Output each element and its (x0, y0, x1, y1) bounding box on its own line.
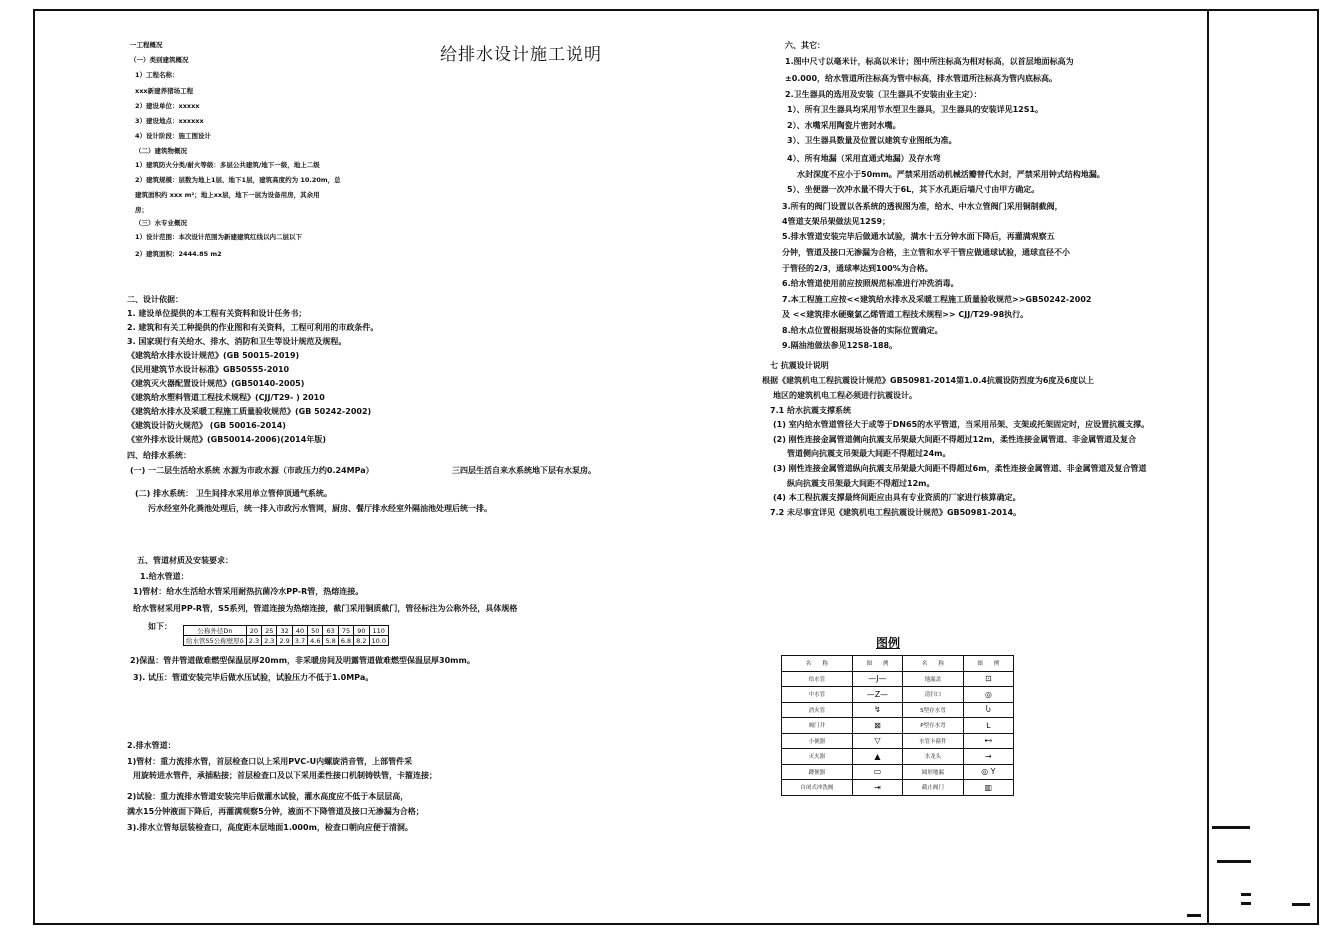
text-line: 房； (135, 206, 148, 214)
text-line: 给水管材采用PP-R管，S5系列，管道连接为热熔连接，截门采用铜质截门，管径标注为公称外径，具体规格 (133, 604, 518, 613)
legend-name: 圆形地漏 (903, 764, 964, 780)
text-line: 三四层生活自来水系统地下层有水泵房。 (452, 466, 596, 475)
text-line: 《建筑给水排水及采暖工程施工质量验收规范》(GB 50242-2002) (127, 407, 372, 416)
table-cell: 2.3 (246, 636, 261, 646)
text-line: 五、管道材质及安装要求： (137, 556, 233, 565)
table-cell: 25 (262, 626, 277, 636)
text-line: xxx新建养猪场工程 (135, 87, 194, 95)
table-cell: 10.0 (369, 636, 388, 646)
table-cell: 75 (338, 626, 353, 636)
table-row (782, 718, 1014, 734)
text-line: 水封深度不应小于50mm。严禁采用活动机械活瓣替代水封，严禁采用钟式结构地漏。 (797, 170, 1105, 179)
text-line: 1. 建设单位提供的本工程有关资料和设计任务书； (127, 309, 307, 318)
table-cell: 20 (246, 626, 261, 636)
legend-symbol: ⊷ (963, 733, 1013, 749)
text-line: （一）类别建筑概况 (130, 56, 189, 64)
text-line: 如下： (148, 622, 172, 631)
legend-name: S型存水弯 (903, 702, 964, 718)
text-line: 6.给水管道使用前应按照规范标准进行冲洗消毒。 (782, 279, 959, 288)
pipe-spec-table (183, 625, 389, 646)
legend-name: 灭火器 (782, 749, 853, 765)
text-line: 四、给排水系统： (127, 451, 191, 460)
text-line: （二）建筑物概况 (135, 147, 187, 155)
text-line: 3. 国家现行有关给水、排水、消防和卫生等设计规范及规程。 (127, 337, 347, 346)
text-line: 3）建设地点：xxxxxx (135, 117, 204, 125)
legend-symbol: —Z— (852, 687, 902, 703)
text-line: 《建筑灭火器配置设计规范》(GB50140-2005) (127, 379, 305, 388)
text-line: 1）设计范围：本次设计范围为新建建筑红线以内二层以下 (135, 233, 303, 241)
table-row (782, 749, 1014, 765)
page-title: 给排水设计施工说明 (440, 45, 602, 65)
text-line: 7.1 给水抗震支撑系统 (770, 406, 851, 415)
legend-symbol: —J— (852, 671, 902, 687)
legend-symbol: ◎ (963, 687, 1013, 703)
text-line: 污水经室外化粪池处理后，统一排入市政污水管网，厨房、餐厅排水经室外隔油池处理后统一排。 (148, 504, 492, 513)
table-row (782, 764, 1014, 780)
title-block-mark (1217, 860, 1251, 863)
text-line: 7.2 未尽事宜详见《建筑机电工程抗震设计规范》GB50981-2014。 (770, 508, 1022, 517)
legend-symbol: Ⴑ (963, 702, 1013, 718)
table-cell: 4.6 (308, 636, 323, 646)
legend-name: 水管卡箍件 (903, 733, 964, 749)
text-line: 2.卫生器具的选用及安装（卫生器具不安装由业主定）： (785, 90, 982, 99)
legend-symbol: ᒪ (963, 718, 1013, 734)
table-cell: 40 (292, 626, 307, 636)
legend-symbol: ⊠ (852, 718, 902, 734)
text-line: 及 <<建筑排水硬聚氯乙烯管道工程技术规程>> CJJ/T29-98执行。 (782, 310, 1029, 319)
legend-symbol: ▽ (852, 733, 902, 749)
table-row (184, 626, 389, 636)
legend-name: P型存水弯 (903, 718, 964, 734)
text-line: (2) 刚性连接金属管道侧向抗震支吊架最大间距不得超过12m，柔性连接金属管道、非金属管道及复合 (773, 435, 1137, 444)
text-line: 满水15分钟液面下降后，再灌满观察5分钟，液面不下降管道及接口无渗漏为合格； (127, 807, 424, 816)
text-line: 1)管材：给水生活给水管采用耐热抗菌冷水PP-R管，热熔连接。 (133, 587, 364, 596)
text-line: 2）建筑规模：层数为地上1层、地下1层，建筑高度约为 10.20m，总 (135, 176, 341, 184)
legend-symbol: ⊡ (963, 671, 1013, 687)
text-line: 4管道支架吊架做法见12S9； (782, 217, 891, 226)
table-header-cell: 名 称 (903, 656, 964, 672)
legend-name: 中水管 (782, 687, 853, 703)
text-line: 地区的建筑机电工程必须进行抗震设计。 (773, 391, 917, 400)
table-header-cell: 图 例 (963, 656, 1013, 672)
legend-name: 自闭式冲洗阀 (782, 780, 853, 796)
table-row (782, 733, 1014, 749)
title-block-mark (1187, 914, 1201, 917)
text-line: 2.排水管道： (127, 741, 176, 750)
title-block-mark (1212, 826, 1250, 829)
table-cell: 32 (277, 626, 292, 636)
table-cell: 公称外径Dn (184, 626, 247, 636)
text-line: 于管径的2/3，通球率达到100%为合格。 (782, 264, 933, 273)
text-line: (1) 室内给水管道管径大于或等于DN65的水平管道，当采用吊架、支架或托架固定时，应设置抗震支撑。 (773, 420, 1150, 429)
text-line: 建筑面积约 xxx m²；地上xx层，地下一层为设备用房，其余用 (135, 191, 320, 199)
legend-symbol: ▭ (852, 764, 902, 780)
text-line: 3）、卫生器具数量及位置以建筑专业图纸为准。 (787, 136, 957, 145)
table-cell: 2.3 (262, 636, 277, 646)
table-cell: 110 (369, 626, 388, 636)
text-line: 1.给水管道： (140, 572, 189, 581)
text-line: 2）建筑面积：2444.85 m2 (135, 250, 222, 258)
legend-name: 给水管 (782, 671, 853, 687)
text-line: 七 抗震设计说明 (770, 361, 829, 370)
table-cell: 50 (308, 626, 323, 636)
table-header-cell: 图 例 (852, 656, 902, 672)
text-line: 一工程概况 (130, 41, 163, 49)
text-line: (一) 一二层生活给水系统 水源为市政水源（市政压力约0.24MPa） (130, 466, 374, 475)
text-line: （三）水专业概况 (135, 219, 187, 227)
legend-name: 阀门井 (782, 718, 853, 734)
text-line: 分钟，管道及接口无渗漏为合格，主立管和水平干管应做通球试验，通球直径不小 (782, 248, 1070, 257)
title-block-mark (1241, 902, 1251, 905)
legend-symbol: ▥ (963, 780, 1013, 796)
text-line: (二) 排水系统： 卫生间排水采用单立管伸顶通气系统。 (135, 489, 332, 498)
text-line: 4）设计阶段：施工图设计 (135, 132, 212, 140)
text-line: 2)试验：重力流排水管道安装完毕后做灌水试验，灌水高度应不低于本层层高， (127, 792, 409, 801)
table-row (782, 671, 1014, 687)
text-line: 《建筑给水塑料管道工程技术规程》(CJJ/T29- ) 2010 (127, 393, 325, 402)
text-line: 1.图中尺寸以毫米计，标高以米计；图中所注标高为相对标高，以首层地面标高为 (785, 57, 1074, 66)
text-line: 9.隔油池做法参见12S8-188。 (782, 341, 898, 350)
table-header-row (782, 656, 1014, 672)
title-block-mark (1292, 903, 1310, 906)
text-line: 《建筑设计防火规范》 (GB 50016-2014) (127, 421, 286, 430)
table-row (184, 636, 389, 646)
table-cell: 给水管S5公称壁厚δ (184, 636, 247, 646)
table-cell: 90 (354, 626, 369, 636)
text-line: 二、设计依据： (127, 295, 183, 304)
legend-symbol: ◎ Y (963, 764, 1013, 780)
text-line: 1)管材：重力流排水管，首层检查口以上采用PVC-U内螺旋消音管，上部管件采 (127, 757, 413, 766)
text-line: 《建筑给水排水设计规范》(GB 50015-2019) (127, 351, 300, 360)
text-line: 2)保温：管井管道做难燃型保温层厚20mm，非采暖房间及明露管道做难燃型保温层厚30mm。 (130, 656, 475, 665)
table-row (782, 780, 1014, 796)
table-cell: 5.8 (323, 636, 338, 646)
text-line: 管道侧向抗震支吊架最大间距不得超过24m。 (787, 449, 951, 458)
legend-name: 清扫口 (903, 687, 964, 703)
table-cell: 63 (323, 626, 338, 636)
text-line: 六、其它： (785, 41, 825, 50)
legend-symbol: ▲ (852, 749, 902, 765)
table-cell: 3.7 (292, 636, 307, 646)
text-line: 2）、水嘴采用陶瓷片密封水嘴。 (787, 121, 901, 130)
text-line: 7.本工程施工应按<<建筑给水排水及采暖工程施工质量验收规范>>GB50242-2002 (782, 295, 1092, 304)
text-line: 用旋转进水管件，承插粘接；首层检查口及以下采用柔性接口机制铸铁管，卡箍连接； (133, 771, 437, 780)
text-line: 《室外排水设计规范》(GB50014-2006)(2014年版) (127, 435, 326, 444)
legend-symbol: ⇥ (852, 780, 902, 796)
table-header-cell: 名 称 (782, 656, 853, 672)
text-line: 3).排水立管每层装检查口，高度距本层地面1.000m，检查口朝向应便于清洞。 (127, 823, 413, 832)
table-cell: 8.2 (354, 636, 369, 646)
table-cell: 2.9 (277, 636, 292, 646)
text-line: 根据《建筑机电工程抗震设计规范》GB50981-2014第1.0.4抗震设防烈度为6度及6度以上 (762, 376, 1094, 385)
legend-title: 图例 (876, 636, 901, 650)
text-line: 4）、所有地漏（采用直通式地漏）及存水弯 (787, 154, 941, 163)
legend-symbol: → (963, 749, 1013, 765)
table-cell: 6.8 (338, 636, 353, 646)
legend-name: 小便器 (782, 733, 853, 749)
legend-name: 水龙头 (903, 749, 964, 765)
text-line: 1）工程名称： (135, 71, 179, 79)
legend-symbol: ↯ (852, 702, 902, 718)
text-line: 1）、所有卫生器具均采用节水型卫生器具，卫生器具的安装详见12S1。 (787, 105, 1044, 114)
legend-table (781, 655, 1014, 796)
legend-name: 蹲便器 (782, 764, 853, 780)
text-line: 1）建筑防火分类/耐火等级：多层公共建筑/地下一级，地上二级 (135, 161, 320, 169)
text-line: (3) 刚性连接金属管道纵向抗震支吊架最大间距不得超过6m，柔性连接金属管道、非金属管道及复合管道 (773, 464, 1147, 473)
text-line: 3). 试压：管道安装完毕后做水压试验，试验压力不低于1.0MPa。 (133, 673, 374, 682)
text-line: ±0.000，给水管道所注标高为管中标高，排水管道所注标高为管内底标高。 (785, 74, 1058, 83)
legend-name: 地漏盖 (903, 671, 964, 687)
text-line: (4) 本工程抗震支撑最终间距应由具有专业资质的厂家进行核算确定。 (773, 493, 1021, 502)
text-line: 5）、坐便器一次冲水量不得大于6L，其下水孔距后墙尺寸由甲方确定。 (787, 185, 1040, 194)
legend-name: 截止阀门 (903, 780, 964, 796)
text-line: 3.所有的阀门设置以各系统的透视图为准，给水、中水立管阀门采用铜制截阀， (782, 202, 1063, 211)
text-line: 纵向抗震支吊架最大间距不得超过12m。 (787, 479, 935, 488)
legend-name: 消火管 (782, 702, 853, 718)
title-block-divider (1207, 9, 1209, 925)
title-block-mark (1241, 893, 1251, 896)
text-line: 5.排水管道安装完毕后做通水试验，满水十五分钟水面下降后，再灌满观察五 (782, 232, 1055, 241)
text-line: 8.给水点位置根据现场设备的实际位置确定。 (782, 326, 943, 335)
text-line: 2）建设单位：xxxxx (135, 102, 200, 110)
text-line: 《民用建筑节水设计标准》GB50555-2010 (127, 365, 290, 374)
table-row (782, 702, 1014, 718)
text-line: 2. 建筑和有关工种提供的作业图和有关资料，工程可利用的市政条件。 (127, 323, 379, 332)
table-row (782, 687, 1014, 703)
